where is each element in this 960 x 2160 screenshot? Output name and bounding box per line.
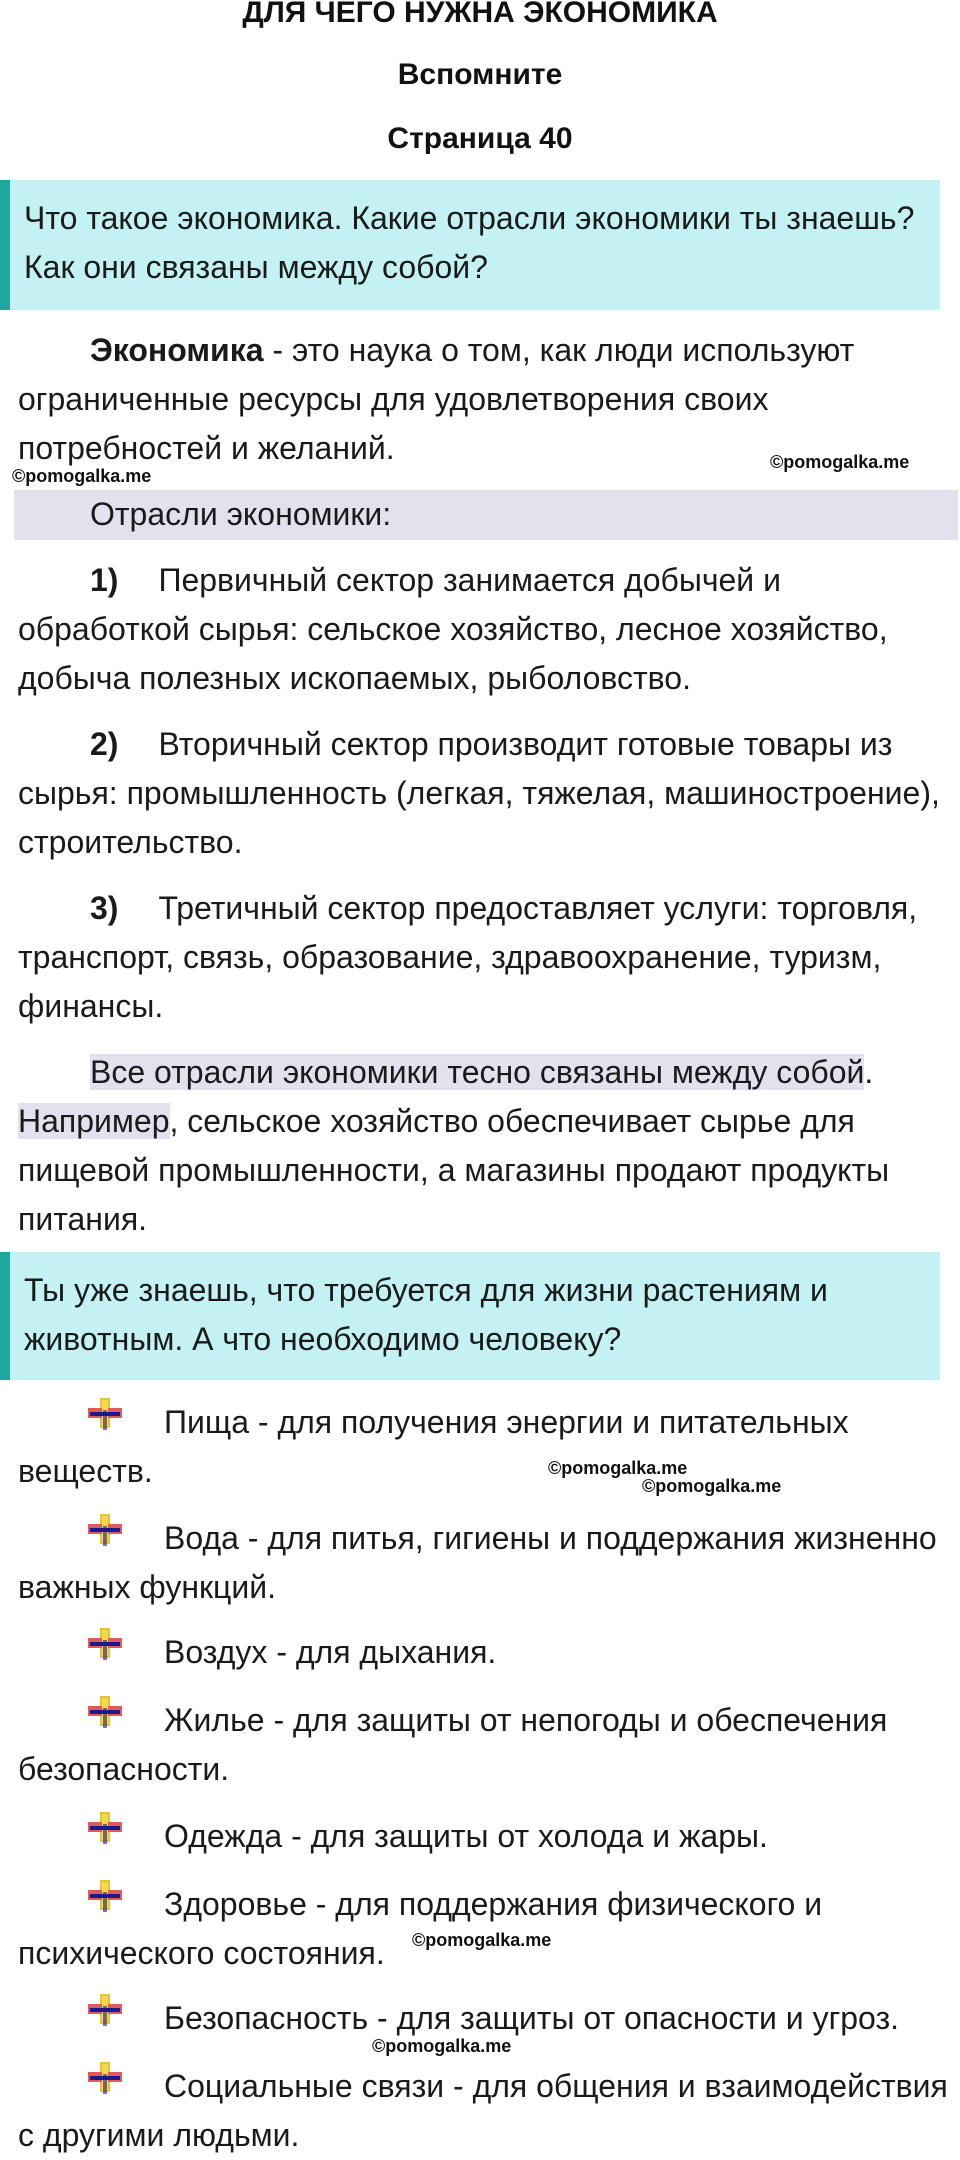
need-text: Воздух - для дыхания. bbox=[164, 1634, 497, 1670]
sector-number: 3) bbox=[90, 890, 119, 926]
bullet-icon bbox=[18, 1636, 164, 1666]
bullet-icon bbox=[18, 2002, 164, 2032]
sector-item bbox=[18, 556, 948, 703]
need-text: Социальные связи - для общения и взаимодействия с другими людьми. bbox=[18, 2068, 948, 2153]
bullet-icon bbox=[18, 1704, 164, 1734]
sectors-heading bbox=[18, 490, 948, 539]
section-subtitle: Вспомните bbox=[397, 58, 563, 91]
question-text: Что такое экономика. Какие отрасли экономики ты знаешь? Как они связаны между собой? bbox=[24, 200, 915, 285]
summary-rest: , сельское хозяйство обеспечивает сырье для пищевой промышленности, а магазины продают продукты питания. bbox=[18, 1103, 890, 1237]
watermark: ©pomogalka.me bbox=[412, 1930, 552, 1950]
page-number: Страница 40 bbox=[387, 122, 573, 155]
definition-term: Экономика bbox=[90, 332, 264, 368]
need-item bbox=[18, 1628, 948, 1677]
sectors-heading-text: Отрасли экономики: bbox=[90, 496, 392, 532]
need-text: Безопасность - для защиты от опасности и угроз. bbox=[164, 2000, 900, 2036]
question-block bbox=[0, 180, 940, 310]
need-text: Пища - для получения энергии и питательных веществ. bbox=[18, 1404, 849, 1489]
need-item bbox=[18, 1880, 948, 1978]
sector-text: Третичный сектор предоставляет услуги: торговля, транспорт, связь, образование, здравоохранение, туризм, финансы. bbox=[18, 890, 918, 1024]
bullet-icon bbox=[18, 1522, 164, 1552]
definition-text: - это наука о том, как люди используют ограниченные ресурсы для удовлетворения своих потребностей и желаний. bbox=[18, 332, 855, 466]
sector-text: Вторичный сектор производит готовые товары из сырья: промышленность (легкая, тяжелая, машиностроение), строительство. bbox=[18, 726, 940, 860]
need-item bbox=[18, 1812, 948, 1861]
need-text: Здоровье - для поддержания физического и психического состояния. bbox=[18, 1886, 823, 1971]
page-title: ДЛЯ ЧЕГО НУЖНА ЭКОНОМИКА bbox=[242, 0, 718, 29]
question-text: Ты уже знаешь, что требуется для жизни растениям и животным. А что необходимо человеку? bbox=[24, 1272, 828, 1357]
need-item bbox=[18, 1514, 948, 1612]
watermark: ©pomogalka.me bbox=[642, 1476, 782, 1496]
watermark: ©pomogalka.me bbox=[548, 1458, 688, 1478]
need-item bbox=[18, 1696, 948, 1794]
bullet-icon bbox=[18, 2070, 164, 2100]
bullet-icon bbox=[18, 1888, 164, 1918]
watermark: ©pomogalka.me bbox=[12, 466, 152, 486]
summary-paragraph bbox=[18, 1048, 948, 1244]
sector-item bbox=[18, 884, 948, 1031]
summary-highlight: Все отрасли экономики тесно связаны между собой bbox=[90, 1054, 865, 1090]
bullet-icon bbox=[18, 1820, 164, 1850]
watermark: ©pomogalka.me bbox=[770, 452, 910, 472]
bullet-icon bbox=[18, 1406, 164, 1436]
need-text: Вода - для питья, гигиены и поддержания жизненно важных функций. bbox=[18, 1520, 937, 1605]
need-text: Жилье - для защиты от непогоды и обеспечения безопасности. bbox=[18, 1702, 888, 1787]
summary-dot: . bbox=[864, 1054, 874, 1090]
question-block bbox=[0, 1252, 940, 1380]
need-item bbox=[18, 1398, 948, 1496]
sector-number: 2) bbox=[90, 726, 119, 762]
sector-text: Первичный сектор занимается добычей и обработкой сырья: сельское хозяйство, лесное хозяйство, добыча полезных ископаемых, рыболовство. bbox=[18, 562, 888, 696]
sector-item bbox=[18, 720, 948, 867]
definition-paragraph bbox=[18, 326, 948, 473]
summary-example: Например bbox=[18, 1103, 170, 1139]
need-text: Одежда - для защиты от холода и жары. bbox=[164, 1818, 768, 1854]
sector-number: 1) bbox=[90, 562, 119, 598]
watermark: ©pomogalka.me bbox=[372, 2036, 512, 2056]
need-item bbox=[18, 2062, 948, 2160]
